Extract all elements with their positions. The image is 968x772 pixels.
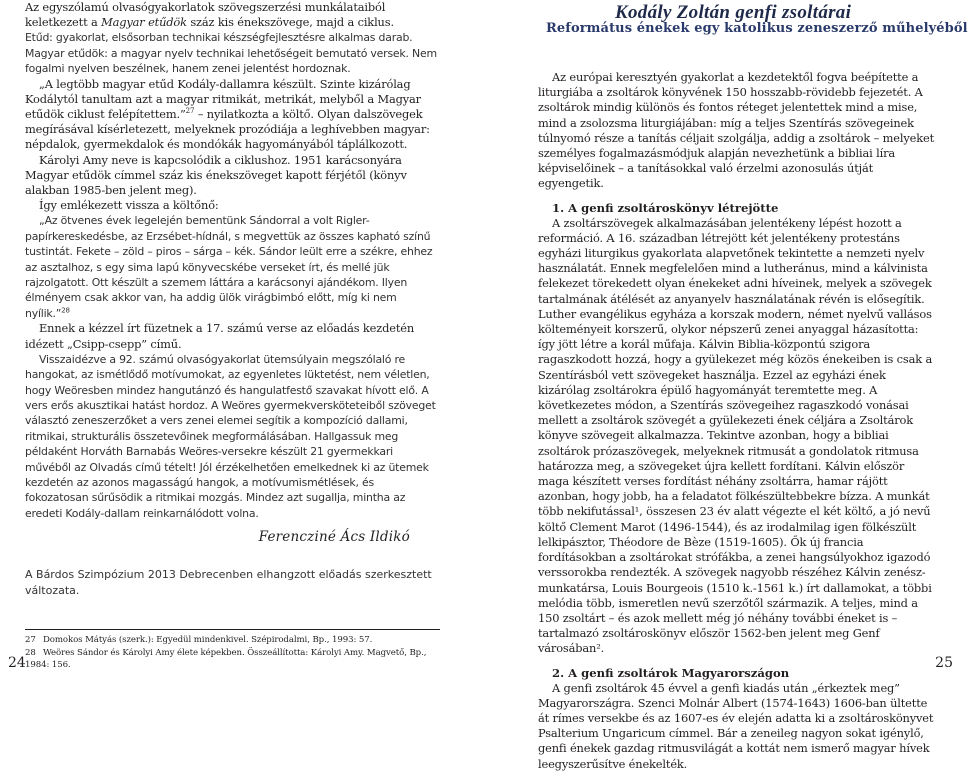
right-column [538, 70, 938, 771]
quote-paragraph: „A legtöbb magyar etűd Kodály-dallamra készült. Szinte kizárólag Kodálytól tanultam azt a magyar ritmikát, metrikát, melyből a Magyar etűdök ciklust felépítettem.”$^{27}$ – nyilatkozta a költő. Olyan dalszövegek megírásával kísérletezett, melyeknek prozódiája a leghívebben magyar: népdalok, gyermekdalok és mondókák hagyományából táplálkozott. [25, 76, 430, 152]
etud-definition: Etűd: gyakorlat, elsősorban technikai készségfejlesztésre alkalmas darab. Magyar etűdök: a magyar nyelv technikai lehetőségeit bemutató versek. Nem fogalmi nyelven beszélnek, hanem zenei jelentést hordoznak. [25, 31, 437, 76]
footnote-ref-28: 28 [61, 306, 70, 315]
visszaidezve-paragraph: Visszaidézve a 92. számú olvasógyakorlat ütemsúlyain megszólaló re hangokat, az ismétlődő motívumokat, az egyenletes lüktetést, nem véletlen, hogy Weöresben mindez hangutánzó és hangulatfestő szavakat hívott elő. A vers erős akusztikai hatást hordoz. A Weöres gyermekversköteteiből szöveget választó zeneszerzőket a vers zenei elemei segítik a kompozíció dallami, ritmikai, strukturális összetevőinek megformálásában. Hallgassuk meg példaként Horváth Barnabás Weöres-versekre készült 21 gyermekkari művéből az Olvadás című tételt! Jól érzékelhetően emelkednek ki az ütemek kezdetén az azonos magasságú hangok, a motívumismétlések, és fokozatosan sűrűsödik a ritmikai mozgás. Mindez azt sugallja, mintha az eredeti Kodály-dallam reinkarnálódott volna. [25, 352, 436, 520]
author-signature: Ferencziné Ács Ildikó [258, 529, 410, 546]
article-intro: Az európai keresztyén gyakorlat a kezdetektől fogva beépítette a liturgiába a zsoltárok könyvének 150 hosszabb-rövidebb fejezetét. A zsoltárok mindig különös és fontos réteget jelentettek mind a mise, mind a zsolozsma liturgiájában: míg a teljes Szentírás szövegeinek túlnyomó része a tanítás céljait szolgálja, addig a zsoltárok – melyeket személyes fogalmazásmódjuk alapján nevezhetünk a bibliai líra képviselőinek – a tanításokkal való érzelmi azonosulás útját egyengetik. [538, 70, 934, 191]
article-title: Kodály Zoltán genfi zsoltárai [615, 2, 852, 23]
footnote-28: 28 Weöres Sándor és Károlyi Amy élete képekben. Összeállította: Károlyi Amy. Magvető, Bp., 1984: 156. [25, 647, 427, 671]
right-page [480, 0, 968, 771]
footnote-27: 27 Domokos Mátyás (szerk.): Egyedül mindenkivel. Szépirodalmi, Bp., 1993: 57. [25, 635, 373, 645]
section-1-text: A zsoltárszövegek alkalmazásában jelentékeny lépést hozott a reformáció. A 16. században létrejött két jelentékeny protestáns egyházi liturgikus gyakorlata alapvetőnek tekintette a nemzeti nyelv használatát. Ennek megfelelően mind a lutheránus, mind a kálvinista felekezet törekedett olyan énekeket adni híveinek, melyek a szövegek tartalmának átélését az anyanyelv használatának révén is elősegítik. Luther evangélikus egyháza a korszak modern, német nyelvű vallásos költeményeit korszerű, olykor népszerű zenei anyaggal házasította: így jött létre a korál műfaja. Kálvin Biblia-központú szigora ragaszkodott hozzá, hogy a gyülekezet még közös énekeiben is csak a Szentírásból vett szövegeket használja. Ezzel az egyházi ének kizárólag zsoltárokra épülő hagyományát teremtette meg. A következetes módon, a Szentírás szövegeihez ragaszkodó vonásai mellett a zsoltárok szövegét a gyülekezeti ének céljára a Zsoltárok könyve szövegeit alkalmazza. Tekintve azonban, hogy a bibliai zsoltárok prózaszövegek, melyeknek ritmusát a gondolatok ritmusa határozza meg, a szövegeket újra kellett fordítani. Kálvin először maga készített verses fordítást néhány zsoltárra, hamar rájött azonban, hogy jobb, ha a feladatot fölkészültebbekre bízza. A munkát több nekifutással¹, összesen 23 év alatt végezte el két költő, a jó nevű költő Clement Marot (1496-1544), és az irodalmilag igen fölkészült lelkipásztor, Théodore de Bèze (1519-1605). Ők új francia fordításokban a zsoltárokat strófákba, a zenei hangsúlyokhoz igazodó verssorokba rendezték. A szövegek nagyobb részéhez Kálvin zenész-munkatársa, Louis Bourgeois (1510 k.-1561 k.) írt dallamokat, a többi melódia több, ismeretlen nevű szerzőtől származik. A teljes, mind a 150 zsoltárt – és azok mellett még jó néhány további éneket is – tartalmazó zsoltároskönyv először 1562-ben jelent meg Genf városában². [538, 215, 933, 656]
footnote-ref-27: 27 [185, 107, 195, 116]
page-number-left: 24 [8, 655, 26, 671]
footnotes [25, 629, 440, 672]
intro-paragraph: Az egyszólamú olvasógyakorlatok szövegszerzési munkálataiból keletkezett a Magyar etűdök száz kis énekszövege, majd a ciklus. [25, 0, 394, 30]
memory-intro: Így emlékezett vissza a költőnő: [39, 198, 219, 213]
left-column [25, 0, 440, 622]
section-1-heading: 1. A genfi zsoltároskönyv létrejötte [552, 200, 779, 215]
occasion-note: A Bárdos Szimpózium 2013 Debrecenben elhangzott előadás szerkesztett változata. [25, 568, 432, 598]
memory-quote: „Az ötvenes évek legelején bementünk Sándorral a volt Rigler-papírkereskedésbe, az Erzsébet-hídnál, s megvettük az összes kapható színű tustintát. Fekete – zöld – piros – sárga – kék. Sándor leült erre a székre, ehhez az asztalhoz, s egy sima lapú könyvecskébe verseket írt, és mellé jük rajzolgatott. Ott készült a szemem láttára a karácsonyi ajándékom. Ilyen élményem csak akkor van, ha addig ülök virágbimbó előtt, míg ki nem nyílik.”$^{28}$ [25, 214, 433, 320]
ennek-paragraph: Ennek a kézzel írt füzetnek a 17. számú verse az előadás kezdetén idézett „Csipp-csepp” című. [25, 321, 415, 351]
page-number-right: 25 [935, 655, 953, 671]
section-2-text: A genfi zsoltárok 45 évvel a genfi kiadás után „érkeztek meg” Magyarországra. Szenci Molnár Albert (1574-1643) 1606-ban ültette át rímes versekbe és az 1607-es év elején adatta ki a zsoltároskönyvet Psalterium Ungaricum címmel. Bár a zeneileg nagyon sokat igénylő, genfi énekek gazdag ritmusvilágát a kottát nem ismerő magyar hívek leegyszerűsítve énekelték. [538, 680, 934, 771]
amy-paragraph: Károlyi Amy neve is kapcsolódik a ciklushoz. 1951 karácsonyára Magyar etűdök címmel száz kis énekszöveget kapott férjétől (könyv alakban 1985-ben jelent meg). [25, 152, 407, 198]
article-subtitle: Református énekek egy katolikus zeneszerző műhelyéből [546, 21, 968, 36]
left-page [0, 0, 480, 698]
section-2-heading: 2. A genfi zsoltárok Magyarországon [552, 665, 790, 680]
